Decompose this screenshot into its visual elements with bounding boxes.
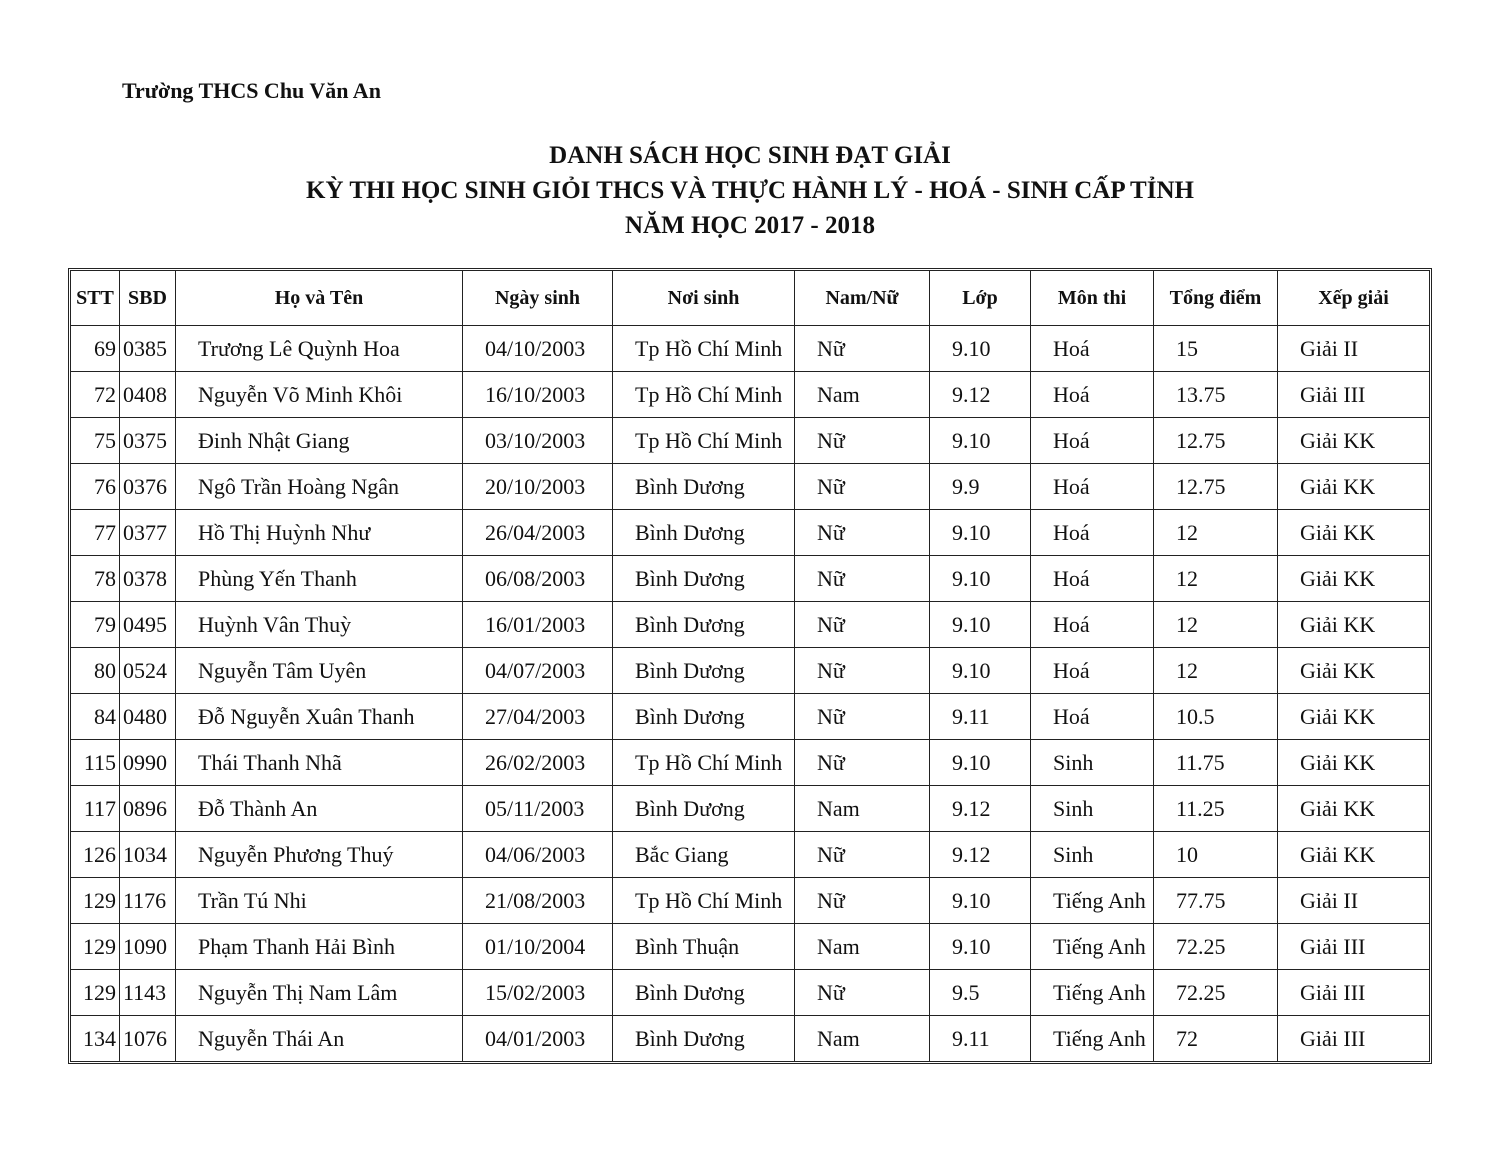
score-cell: 10.5: [1154, 694, 1278, 740]
name-cell: Nguyễn Tâm Uyên: [176, 648, 463, 694]
stt-cell: 129: [71, 970, 120, 1016]
score-cell: 13.75: [1154, 372, 1278, 418]
sbd-cell: 0480: [120, 694, 176, 740]
sbd-cell: 0990: [120, 740, 176, 786]
title-line-1: DANH SÁCH HỌC SINH ĐẠT GIẢI: [549, 142, 951, 169]
birthplace-cell: Tp Hồ Chí Minh: [613, 372, 795, 418]
birthplace-cell: Tp Hồ Chí Minh: [613, 326, 795, 372]
dob-cell: 01/10/2004: [463, 924, 613, 970]
col-header-total-score: Tổng điểm: [1154, 271, 1278, 326]
award-cell: Giải III: [1300, 1025, 1366, 1051]
sbd-cell: 0896: [120, 786, 176, 832]
col-header-dob: Ngày sinh: [463, 271, 613, 326]
header-row: [71, 271, 1429, 326]
title-line-2: KỲ THI HỌC SINH GIỎI THCS VÀ THỰC HÀNH LÝ - HOÁ - SINH CẤP TỈNH: [306, 177, 1194, 204]
sbd-cell: 1090: [120, 924, 176, 970]
table-row: [71, 924, 1429, 970]
dob-cell: 21/08/2003: [463, 878, 613, 924]
birthplace-cell: Tp Hồ Chí Minh: [613, 878, 795, 924]
sbd-cell: 1034: [120, 832, 176, 878]
stt-cell: 69: [71, 326, 120, 372]
dob-cell: 26/04/2003: [463, 510, 613, 556]
sbd-cell: 0378: [120, 556, 176, 602]
birthplace-cell: Tp Hồ Chí Minh: [613, 740, 795, 786]
subject-cell: Tiếng Anh: [1031, 878, 1154, 924]
subject-cell: Hoá: [1031, 464, 1154, 510]
birthplace-cell: Bình Dương: [613, 510, 795, 556]
col-header-class: Lớp: [930, 271, 1031, 326]
table-row: [71, 326, 1429, 372]
class-cell: 9.10: [930, 326, 1031, 372]
gender-cell: Nữ: [795, 832, 930, 878]
class-cell: 9.11: [930, 694, 1031, 740]
col-header-birthplace: Nơi sinh: [613, 271, 795, 326]
sbd-cell: 0495: [120, 602, 176, 648]
document-title: [0, 138, 1500, 243]
subject-cell: Hoá: [1031, 602, 1154, 648]
award-cell: Giải KK: [1278, 832, 1429, 878]
class-cell: 9.12: [930, 786, 1031, 832]
sbd-cell: 0524: [120, 648, 176, 694]
award-table: [68, 268, 1432, 1064]
table-row: [71, 602, 1429, 648]
birthplace-cell: Bình Dương: [613, 970, 795, 1016]
subject-cell: Hoá: [1031, 694, 1154, 740]
name-cell: Đỗ Thành An: [176, 786, 463, 832]
stt-cell: 80: [71, 648, 120, 694]
birthplace-cell: Bắc Giang: [613, 832, 795, 878]
score-cell: 12.75: [1154, 418, 1278, 464]
name-cell: Nguyễn Thái An: [176, 1016, 463, 1061]
score-cell: 72.25: [1154, 970, 1278, 1016]
table-row: [71, 694, 1429, 740]
class-cell: 9.9: [930, 464, 1031, 510]
award-cell: Giải KK: [1278, 510, 1429, 556]
award-cell: Giải II: [1278, 326, 1429, 372]
gender-cell: Nữ: [795, 326, 930, 372]
table-row: [71, 648, 1429, 694]
gender-cell: Nam: [795, 1016, 930, 1061]
dob-cell: 04/06/2003: [463, 832, 613, 878]
award-cell: Giải KK: [1278, 464, 1429, 510]
name-cell: Nguyễn Võ Minh Khôi: [176, 372, 463, 418]
award-cell: Giải III: [1278, 924, 1429, 970]
table-row: [71, 740, 1429, 786]
class-cell: 9.10: [930, 648, 1031, 694]
score-cell: 72: [1154, 1016, 1278, 1061]
school-name: Trường THCS Chu Văn An: [122, 78, 381, 103]
name-cell: Trương Lê Quỳnh Hoa: [176, 326, 463, 372]
dob-cell: 16/01/2003: [463, 602, 613, 648]
dob-cell: 05/11/2003: [463, 786, 613, 832]
stt-cell: 79: [71, 602, 120, 648]
birthplace-cell: Bình Dương: [613, 556, 795, 602]
score-cell: 12: [1154, 648, 1278, 694]
stt-cell: 77: [71, 510, 120, 556]
dob-cell: 03/10/2003: [463, 418, 613, 464]
subject-cell: Hoá: [1031, 510, 1154, 556]
gender-cell: Nữ: [795, 694, 930, 740]
table-row: [71, 970, 1429, 1016]
award-cell: Giải III: [1278, 970, 1429, 1016]
gender-cell: Nữ: [795, 556, 930, 602]
class-cell: 9.10: [930, 878, 1031, 924]
score-cell: 15: [1154, 326, 1278, 372]
stt-cell: 129: [71, 924, 120, 970]
stt-cell: 134: [71, 1016, 120, 1061]
subject-cell: Hoá: [1031, 372, 1154, 418]
stt-cell: 115: [71, 740, 120, 786]
birthplace-cell: Tp Hồ Chí Minh: [613, 418, 795, 464]
class-cell: 9.11: [930, 1016, 1031, 1061]
title-line-3: NĂM HỌC 2017 - 2018: [625, 212, 875, 239]
sbd-cell: 0376: [120, 464, 176, 510]
dob-cell: 04/10/2003: [463, 326, 613, 372]
award-cell: Giải KK: [1278, 694, 1429, 740]
score-cell: 11.25: [1154, 786, 1278, 832]
score-cell: 12.75: [1154, 464, 1278, 510]
dob-cell: 04/07/2003: [463, 648, 613, 694]
birthplace-cell: Bình Thuận: [613, 924, 795, 970]
gender-cell: Nữ: [795, 878, 930, 924]
col-header-award: Xếp giải: [1278, 271, 1429, 326]
birthplace-cell: Bình Dương: [613, 464, 795, 510]
dob-cell: 27/04/2003: [463, 694, 613, 740]
col-header-sbd: SBD: [120, 271, 176, 326]
name-cell: Phạm Thanh Hải Bình: [176, 924, 463, 970]
gender-cell: Nữ: [795, 602, 930, 648]
birthplace-cell: Bình Dương: [613, 694, 795, 740]
gender-cell: Nữ: [795, 970, 930, 1016]
name-cell: Nguyễn Thị Nam Lâm: [176, 970, 463, 1016]
table-row: [71, 464, 1429, 510]
col-header-subject: Môn thi: [1031, 271, 1154, 326]
subject-cell: Hoá: [1031, 326, 1154, 372]
sbd-cell: 1176: [120, 878, 176, 924]
table-row: [71, 786, 1429, 832]
subject-cell: Hoá: [1031, 418, 1154, 464]
gender-cell: Nam: [795, 924, 930, 970]
sbd-cell: 0375: [120, 418, 176, 464]
sbd-cell: 1143: [120, 970, 176, 1016]
sbd-cell: 1076: [120, 1016, 176, 1061]
col-header-name: Họ và Tên: [176, 271, 463, 326]
birthplace-cell: Bình Dương: [613, 786, 795, 832]
dob-cell: 04/01/2003: [463, 1016, 613, 1061]
gender-cell: Nam: [795, 372, 930, 418]
dob-cell: 20/10/2003: [463, 464, 613, 510]
gender-cell: Nữ: [795, 418, 930, 464]
gender-cell: Nữ: [795, 648, 930, 694]
gender-cell: Nữ: [795, 510, 930, 556]
award-cell: Giải KK: [1278, 418, 1429, 464]
dob-cell: 26/02/2003: [463, 740, 613, 786]
stt-cell: 117: [71, 786, 120, 832]
col-header-gender: Nam/Nữ: [795, 271, 930, 326]
table-row: [71, 832, 1429, 878]
award-cell: Giải KK: [1278, 556, 1429, 602]
name-cell: Trần Tú Nhi: [176, 878, 463, 924]
subject-cell: Sinh: [1031, 832, 1154, 878]
gender-cell: Nữ: [795, 740, 930, 786]
stt-cell: 72: [71, 372, 120, 418]
class-cell: 9.10: [930, 602, 1031, 648]
dob-cell: 16/10/2003: [463, 372, 613, 418]
stt-cell: 129: [71, 878, 120, 924]
dob-cell: 15/02/2003: [463, 970, 613, 1016]
class-cell: 9.10: [930, 418, 1031, 464]
name-cell: Đinh Nhật Giang: [176, 418, 463, 464]
birthplace-cell: Bình Dương: [613, 1016, 795, 1061]
class-cell: 9.10: [930, 740, 1031, 786]
name-cell: Phùng Yến Thanh: [176, 556, 463, 602]
subject-cell: Hoá: [1031, 648, 1154, 694]
sbd-cell: 0377: [120, 510, 176, 556]
award-cell: Giải II: [1278, 878, 1429, 924]
subject-cell: Tiếng Anh: [1031, 1016, 1154, 1061]
score-cell: 11.75: [1154, 740, 1278, 786]
subject-cell: Tiếng Anh: [1031, 924, 1154, 970]
award-cell: Giải KK: [1278, 602, 1429, 648]
score-cell: 12: [1154, 556, 1278, 602]
stt-cell: 75: [71, 418, 120, 464]
award-cell: Giải KK: [1278, 740, 1429, 786]
name-cell: Hồ Thị Huỳnh Như: [176, 510, 463, 556]
class-cell: 9.5: [930, 970, 1031, 1016]
gender-cell: Nam: [795, 786, 930, 832]
table-row: [71, 510, 1429, 556]
subject-cell: Sinh: [1031, 740, 1154, 786]
birthplace-cell: Bình Dương: [613, 602, 795, 648]
table-row: [71, 1016, 1429, 1061]
name-cell: Nguyễn Phương Thuý: [176, 832, 463, 878]
sbd-cell: 0385: [120, 326, 176, 372]
subject-cell: Hoá: [1031, 556, 1154, 602]
class-cell: 9.12: [930, 372, 1031, 418]
table-row: [71, 878, 1429, 924]
stt-cell: 76: [71, 464, 120, 510]
table-row: [71, 556, 1429, 602]
subject-cell: Sinh: [1031, 786, 1154, 832]
name-cell: Đỗ Nguyễn Xuân Thanh: [176, 694, 463, 740]
class-cell: 9.10: [930, 510, 1031, 556]
table-row: [71, 372, 1429, 418]
award-cell: Giải KK: [1278, 786, 1429, 832]
name-cell: Thái Thanh Nhã: [176, 740, 463, 786]
class-cell: 9.12: [930, 832, 1031, 878]
stt-cell: 78: [71, 556, 120, 602]
dob-cell: 06/08/2003: [463, 556, 613, 602]
stt-cell: 126: [71, 832, 120, 878]
gender-cell: Nữ: [795, 464, 930, 510]
name-cell: Ngô Trần Hoàng Ngân: [176, 464, 463, 510]
score-cell: 12: [1154, 602, 1278, 648]
award-cell: Giải KK: [1278, 648, 1429, 694]
score-cell: 12: [1154, 510, 1278, 556]
table-row: [71, 418, 1429, 464]
award-cell: Giải III: [1278, 372, 1429, 418]
col-header-stt: STT: [71, 271, 120, 326]
class-cell: 9.10: [930, 556, 1031, 602]
subject-cell: Tiếng Anh: [1031, 970, 1154, 1016]
class-cell: 9.10: [930, 924, 1031, 970]
birthplace-cell: Bình Dương: [613, 648, 795, 694]
stt-cell: 84: [71, 694, 120, 740]
score-cell: 77.75: [1154, 878, 1278, 924]
score-cell: 10: [1154, 832, 1278, 878]
name-cell: Huỳnh Vân Thuỳ: [176, 602, 463, 648]
sbd-cell: 0408: [120, 372, 176, 418]
score-cell: 72.25: [1154, 924, 1278, 970]
